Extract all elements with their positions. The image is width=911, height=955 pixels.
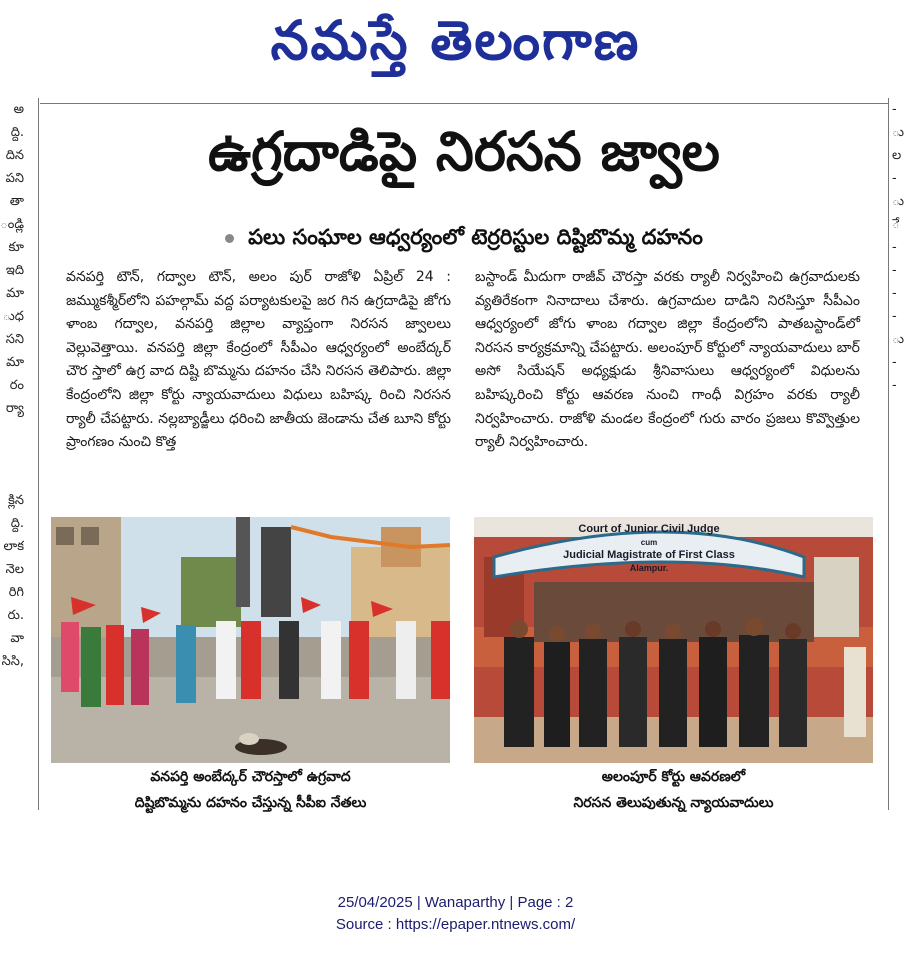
- photo-caption-right: [474, 764, 873, 816]
- footer-edition: Wanaparthy: [424, 894, 506, 911]
- left-edge-fragment: ర్యా: [5, 401, 24, 416]
- right-edge-fragment: -: [892, 263, 897, 278]
- right-edge-fragment: [892, 650, 911, 673]
- sign-line4: Alampur.: [629, 563, 669, 573]
- left-edge-fragment: పని: [5, 171, 24, 186]
- footer-date: 25/04/2025: [337, 894, 413, 911]
- right-edge-fragment: [892, 443, 911, 466]
- left-edge-fragment: సని: [5, 332, 24, 347]
- photo-protest-ambedkar-chowrasta: [51, 517, 450, 763]
- article-body-right: బస్టాండ్ మీదుగా రాజీవ్ చౌరస్తా వరకు ర్యాలీ నిర్వహించి ఉగ్రవాదులకు వ్యతిరేకంగా నినాదాలు చేశారు. ఉగ్రవాదుల దాడిని నిరసిస్తూ సీపీఎం ఆధ్వర్యంలో జోగు ళాంబ గద్వాల జిల్లా కేంద్రంలోని పాతబస్టాండ్‌లో నిరసన కార్యక్రమాన్ని చేపట్టారు. అలంపూర్ కోర్టులో న్యాయవాదులు బార్ అసో సియేషన్ అధ్యక్షుడు శ్రీనివాసులు ఆధ్వర్యంలో విధులను బహిష్కరించి కోర్టు ఆవరణ నుంచి గాంధీ విగ్రహం వరకు ర్యాలీ నిర్వహించారు. రాజోళి మండల కేంద్రంలో గురు వారం ప్రజలు కొవ్వొత్తుల ర్యాలీ నిర్వహించారు.: [475, 269, 860, 451]
- left-edge-fragment: తా: [9, 194, 24, 209]
- footer-source-link[interactable]: https://epaper.ntnews.com/: [395, 916, 576, 933]
- footer-source-label: Source :: [335, 916, 396, 933]
- left-edge-fragment: అ: [13, 102, 24, 117]
- right-edge-fragment: -: [892, 286, 897, 301]
- left-edge-fragment: ద్ది.: [10, 516, 24, 531]
- right-edge-fragment: ు: [892, 194, 905, 209]
- left-edge-fragment: ుధ: [2, 309, 24, 324]
- right-edge-fragment: -: [892, 378, 897, 393]
- photo-lawyers-alampur-court: [474, 517, 873, 763]
- left-edge-fragment: నెల: [5, 562, 24, 577]
- subhead-text: పలు సంఘాల ఆధ్వర్యంలో టెర్రరిస్టుల దిష్టిబొమ్మ దహనం: [248, 225, 703, 249]
- left-edge-fragment: కూ: [8, 240, 24, 255]
- left-edge-fragment: [0, 466, 24, 489]
- left-edge-fragment: మా: [6, 355, 24, 370]
- court-signboard: [494, 523, 804, 575]
- caption-right-line1: అలంపూర్ కోర్టు ఆవరణలో: [601, 769, 746, 785]
- right-edge-fragment: [892, 604, 911, 627]
- right-edge-fragment: [892, 627, 911, 650]
- left-edge-fragment: క్లిన: [8, 493, 24, 508]
- right-edge-fragment: [892, 558, 911, 581]
- caption-left-line2: దిష్టిబొమ్మను దహనం చేస్తున్న సీపీఐ నేతలు: [134, 795, 367, 811]
- top-rule: [40, 103, 888, 104]
- right-edge-fragment: [892, 489, 911, 512]
- article-subhead: [40, 220, 888, 254]
- left-edge-fragment: ండ్లి: [0, 217, 24, 232]
- footer-page: Page : 2: [517, 894, 574, 911]
- right-edge-fragment: -: [892, 171, 897, 186]
- left-edge-fragment: వా: [10, 631, 24, 646]
- caption-right-line2: నిరసన తెలుపుతున్న న్యాయవాదులు: [573, 795, 774, 811]
- sign-line3: Judicial Magistrate of First Class: [563, 549, 735, 561]
- left-column-rule: [38, 98, 39, 810]
- right-edge-fragment: ే: [892, 217, 900, 232]
- right-edge-fragment: ు: [892, 125, 905, 140]
- right-edge-fragment: [892, 466, 911, 489]
- left-edge-fragment: రం: [9, 378, 24, 393]
- right-column-rule: [888, 98, 889, 810]
- caption-left-line1: వనపర్తి అంబేద్కర్ చౌరస్తాలో ఉగ్రవాద: [150, 769, 351, 785]
- right-edge-fragment: [892, 512, 911, 535]
- left-clipped-column: [0, 98, 24, 673]
- left-edge-fragment: ద్ది.: [10, 125, 24, 140]
- sign-line2: cum: [640, 538, 658, 547]
- right-edge-fragment: ు: [892, 332, 905, 347]
- left-edge-fragment: దిన: [5, 148, 24, 163]
- sign-line1: Court of Junior Civil Judge: [578, 523, 720, 535]
- left-edge-fragment: రిగి: [8, 585, 24, 600]
- footer-edition-line: 25/04/2025 | Wanaparthy | Page : 2: [337, 894, 574, 911]
- left-edge-fragment: లాక: [3, 539, 24, 554]
- right-edge-fragment: [892, 581, 911, 604]
- right-edge-fragment: [892, 535, 911, 558]
- article-headline: ఉగ్రదాడిపై నిరసన జ్వాల: [208, 120, 720, 183]
- right-clipped-column: [892, 98, 911, 673]
- footer-source-line: [0, 914, 911, 936]
- left-edge-fragment: [0, 420, 24, 443]
- left-edge-fragment: ఇది: [5, 263, 24, 278]
- right-edge-fragment: -: [892, 240, 897, 255]
- left-edge-fragment: మా: [6, 286, 24, 301]
- right-edge-fragment: -: [892, 355, 897, 370]
- right-edge-fragment: [892, 397, 911, 420]
- bullet-icon: [225, 234, 234, 243]
- right-edge-fragment: -: [892, 102, 897, 117]
- newspaper-masthead: నమస్తే తెలంగాణ: [270, 8, 641, 72]
- article-body-left: వనపర్తి టౌన్, గద్వాల టౌన్, అలం పుర్ రాజోళి ఏప్రిల్ 24 : జమ్ముకశ్మీర్‌లోని పహల్గామ్ వద్ద పర్యాటకులపై జర గిన ఉగ్రదాడిపై జోగు ళాంబ గద్వాల, వనపర్తి జిల్లాల వ్యాప్తంగా నిరసన జ్వాలలు వెల్లువెత్తాయి. వనపర్తి జిల్లా కేంద్రంలో సీపీఎం ఆధ్వర్యంలో అంబేద్కర్ చౌర స్తాలో ఉగ్ర వాద దిష్టి బొమ్మను దహనం చేసి నిరసన తెలిపారు. జిల్లా కేంద్రంలోని జిల్లా కోర్టు న్యాయవాదులు విధులు బహిష్క రించి నిరసన ర్యాలీ చేపట్టారు. నల్లబ్యాడ్జీలు ధరించి జాతీయ జెండాను చేత బూని కోర్టు ప్రాంగణం నుంచి కొత్త: [66, 269, 451, 451]
- photo-caption-left: [51, 764, 450, 816]
- right-edge-fragment: [892, 420, 911, 443]
- left-edge-fragment: [0, 443, 24, 466]
- left-edge-fragment: సిసి,: [1, 654, 24, 669]
- right-edge-fragment: ల: [892, 148, 902, 163]
- right-edge-fragment: -: [892, 309, 897, 324]
- left-edge-fragment: రు.: [7, 608, 24, 623]
